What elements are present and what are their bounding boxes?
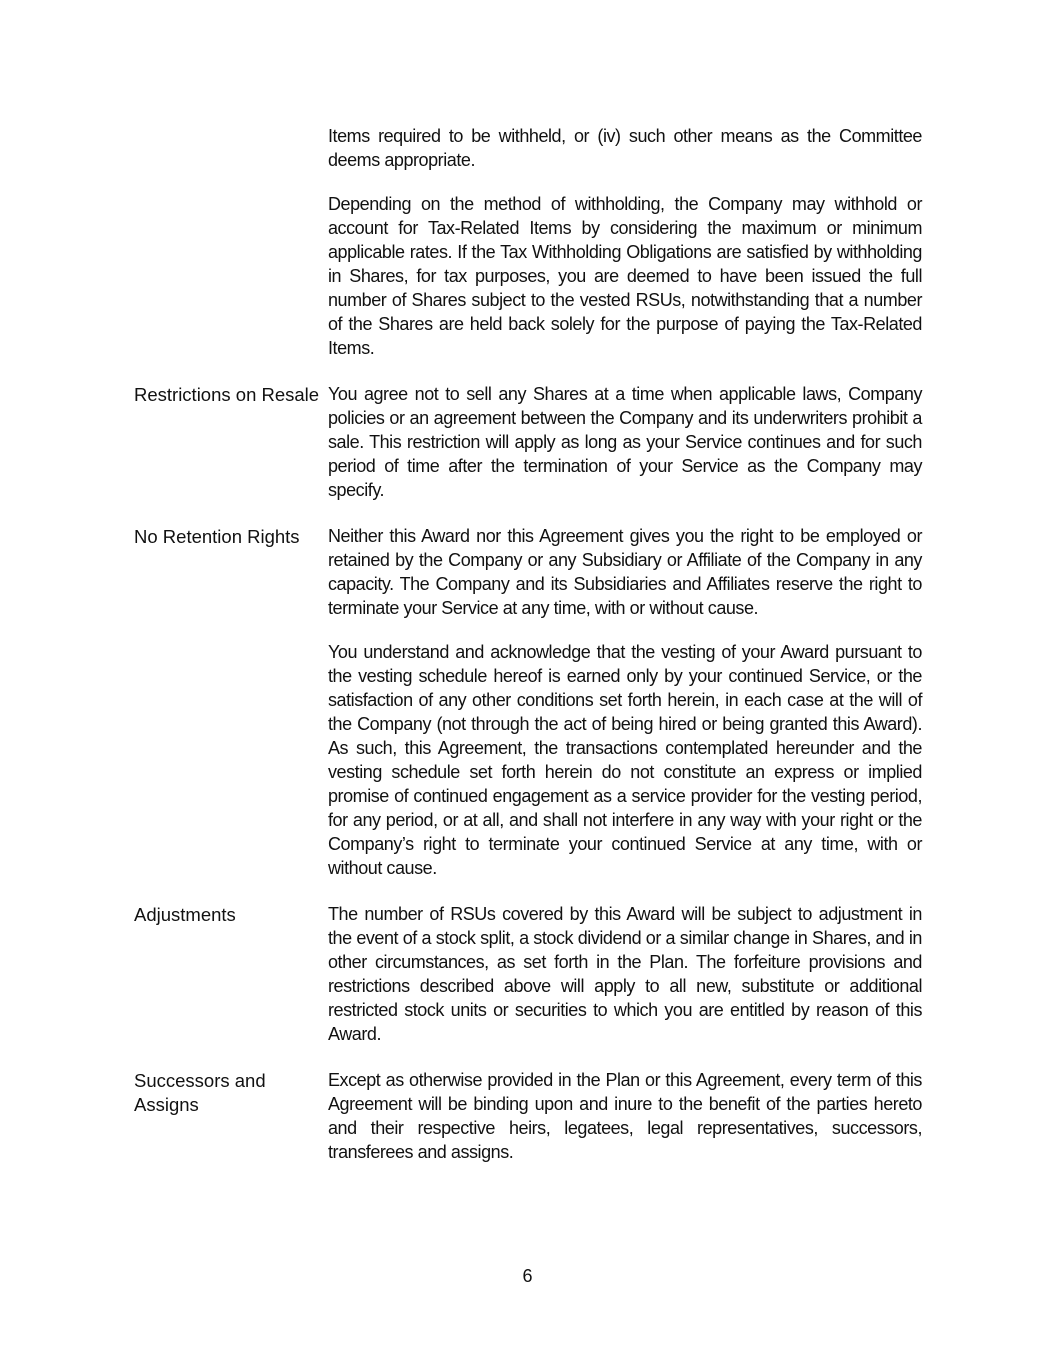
section-body — [328, 124, 922, 360]
section-body — [328, 902, 922, 1046]
section-heading: Restrictions on Resale — [134, 384, 320, 405]
paragraph: Except as otherwise provided in the Plan or this Agreement, every term of this Agreement will be binding upon and inure to the benefit of the parties hereto and their respective heirs, legatees, legal representatives, successors, transferees and assigns. — [328, 1070, 922, 1162]
section-no-retention-rights — [134, 524, 922, 880]
section-heading: Adjustments — [134, 904, 236, 925]
paragraph: Neither this Award nor this Agreement gives you the right to be employed or retained by the Company or any Subsidiary or Affiliate of the Company in any capacity. The Company and its Subsidiaries and Affiliates reserve the right to terminate your Service at any time, with or without cause. — [328, 526, 922, 618]
section-heading: Successors and Assigns — [134, 1070, 266, 1115]
section-heading — [134, 124, 328, 360]
page-number: 6 — [522, 1266, 533, 1286]
section-adjustments — [134, 902, 922, 1046]
section-tax-withholding-continued — [134, 124, 922, 360]
paragraph: You understand and acknowledge that the vesting of your Award pursuant to the vesting schedule hereof is earned only by your continued Service, or the satisfaction of any other conditions set forth herein, in each case at the will of the Company (not through the act of being hired or being granted this Award). As such, this Agreement, the transactions contemplated hereunder and the vesting schedule set forth herein do not constitute an express or implied promise of continued engagement as a service provider for the vesting period, for any period, or at all, and shall not interfere in any way with your right or the Company’s right to terminate your continued Service at any time, with or without cause. — [328, 642, 922, 878]
paragraph: You agree not to sell any Shares at a time when applicable laws, Company policies or an agreement between the Company and its underwriters prohibit a sale. This restriction will apply as long as your Service continues and for such period of time after the termination of your Service as the Company may specify. — [328, 384, 922, 500]
section-restrictions-on-resale — [134, 382, 922, 502]
section-body — [328, 1068, 922, 1164]
paragraph: Depending on the method of withholding, the Company may withhold or account for Tax-Related Items by considering the maximum or minimum applicable rates. If the Tax Withholding Obligations are satisfied by withholding in Shares, for tax purposes, you are deemed to have been issued the full number of Shares subject to the vested RSUs, notwithstanding that a number of the Shares are held back solely for the purpose of paying the Tax-Related Items. — [328, 194, 922, 358]
section-body — [328, 524, 922, 880]
section-body — [328, 382, 922, 502]
paragraph: Items required to be withheld, or (iv) such other means as the Committee deems appropriate. — [328, 126, 922, 170]
section-successors-and-assigns — [134, 1068, 922, 1164]
section-heading: No Retention Rights — [134, 526, 300, 547]
paragraph: The number of RSUs covered by this Award will be subject to adjustment in the event of a stock split, a stock dividend or a similar change in Shares, and in other circumstances, as set forth in the Plan. The forfeiture provisions and restrictions described above will apply to all new, substitute or additional restricted stock units or securities to which you are entitled by reason of this Award. — [328, 904, 922, 1044]
document-content — [134, 124, 922, 1186]
